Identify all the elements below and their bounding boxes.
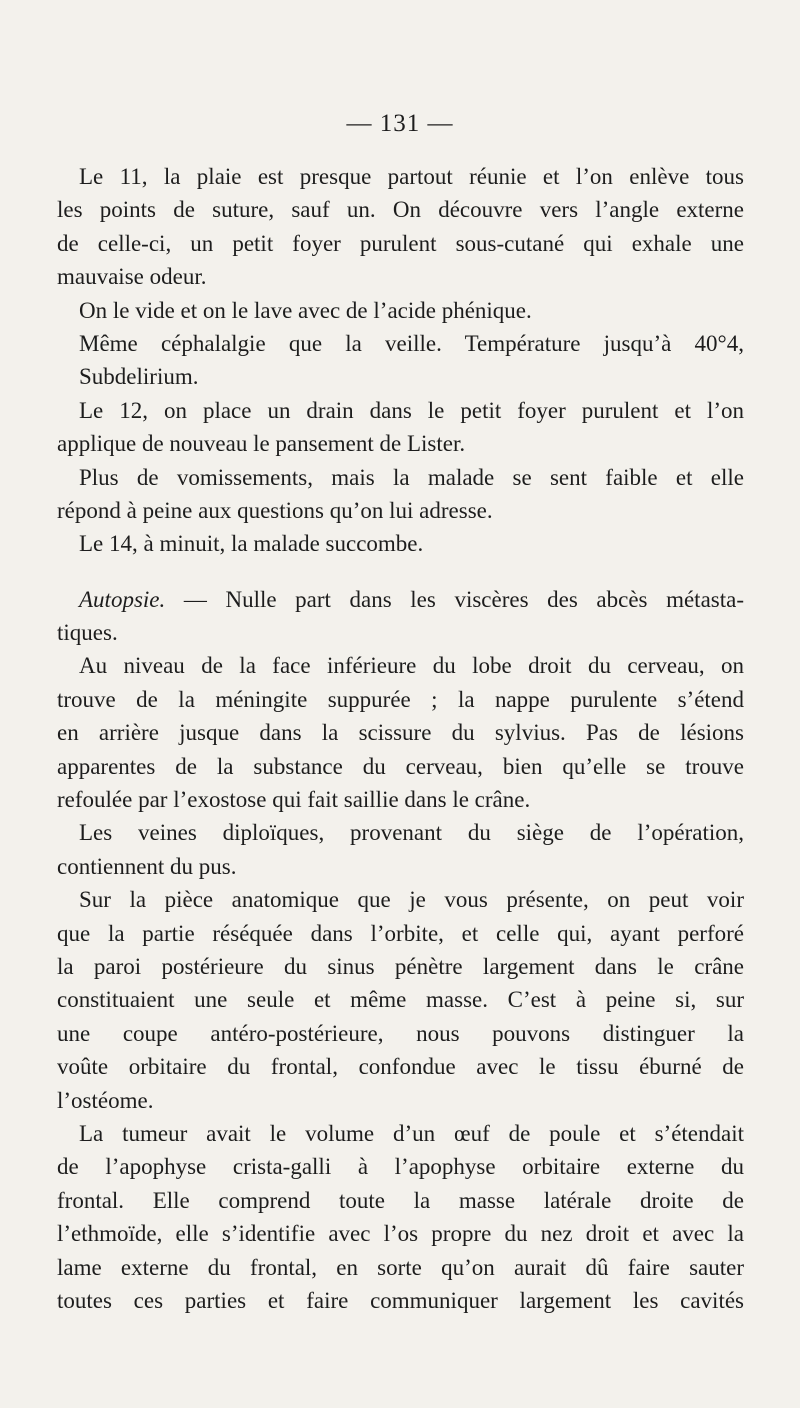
paragraph	[57, 160, 744, 294]
text-line: que la partie réséquée dans l’orbite, et celle qui, ayant perforé	[57, 920, 744, 946]
text-line: frontal. Elle comprend toute la masse latérale droite de	[57, 1187, 744, 1213]
paragraph	[57, 461, 744, 528]
text-line: Le 14, à minuit, la malade succombe.	[79, 531, 424, 557]
text-line: contiennent du pus.	[57, 853, 237, 879]
text-line: constituaient une seule et même masse. C’est à peine si, sur	[57, 987, 744, 1013]
text-line: une coupe antéro-postérieure, nous pouvons distinguer la	[57, 1020, 744, 1046]
text-line: refoulée par l’exostose qui fait saillie dans le crâne.	[57, 787, 531, 813]
text-line: en arrière jusque dans la scissure du sylvius. Pas de lésions	[57, 720, 744, 746]
text-line: Le 11, la plaie est presque partout réunie et l’on enlève tous	[79, 164, 744, 189]
text-line: de l’apophyse crista-galli à l’apophyse orbitaire externe du	[57, 1154, 744, 1180]
text-line: l’ethmoïde, elle s’identifie avec l’os propre du nez droit et avec la	[57, 1221, 744, 1247]
text-line: La tumeur avait le volume d’un œuf de poule et s’étendait	[79, 1120, 744, 1146]
text-span: — Nulle part dans les viscères des abcès métasta-	[165, 586, 744, 612]
text-line: voûte orbitaire du frontal, confondue avec le tissu éburné de	[57, 1054, 744, 1080]
text-line: applique de nouveau le pansement de Lister.	[57, 431, 466, 457]
text-line: Au niveau de la face inférieure du lobe droit du cerveau, on	[79, 653, 744, 679]
body-text	[57, 160, 744, 1317]
paragraph	[57, 883, 744, 1117]
text-line: de celle-ci, un petit foyer purulent sous-cutané qui exhale une	[57, 230, 744, 256]
paragraph	[57, 527, 744, 560]
paragraph	[57, 816, 744, 883]
paragraph	[57, 327, 744, 394]
text-line: Même céphalalgie que la veille. Température jusqu’à 40°4,	[79, 330, 744, 356]
paragraph	[57, 649, 744, 816]
text-line: On le vide et on le lave avec de l’acide phénique.	[79, 297, 532, 323]
text-line: lame externe du frontal, en sorte qu’on aurait dû faire sauter	[57, 1254, 744, 1280]
page-number: — 131 —	[346, 110, 454, 137]
text-line: Sur la pièce anatomique que je vous présente, on peut voir	[79, 887, 744, 913]
paragraph	[57, 583, 744, 650]
text-line: Le 12, on place un drain dans le petit foyer purulent et l’on	[79, 397, 744, 423]
section-gap	[57, 561, 744, 583]
paragraph	[57, 294, 744, 327]
paragraph	[57, 1117, 744, 1317]
text-line: les points de suture, sauf un. On découvre vers l’angle externe	[57, 197, 744, 223]
text-line: mauvaise odeur.	[57, 264, 207, 290]
text-line: toutes ces parties et faire communiquer largement les cavités	[57, 1287, 744, 1313]
text-line: la paroi postérieure du sinus pénètre largement dans le crâne	[57, 953, 744, 979]
text-line: l’ostéome.	[57, 1087, 154, 1113]
text-line: Plus de vomissements, mais la malade se sent faible et elle	[79, 464, 744, 490]
text-line	[57, 583, 744, 616]
paragraph	[57, 394, 744, 461]
text-line: Subdelirium.	[79, 364, 199, 390]
text-line: Les veines diploïques, provenant du siège de l’opération,	[79, 820, 744, 846]
text-line: répond à peine aux questions qu’on lui adresse.	[57, 497, 493, 523]
text-line: trouve de la méningite suppurée ; la nappe purulente s’étend	[57, 686, 744, 712]
text-line: apparentes de la substance du cerveau, bien qu’elle se trouve	[57, 753, 744, 779]
text-line: tiques.	[57, 620, 118, 646]
section-heading: Autopsie.	[79, 586, 166, 612]
